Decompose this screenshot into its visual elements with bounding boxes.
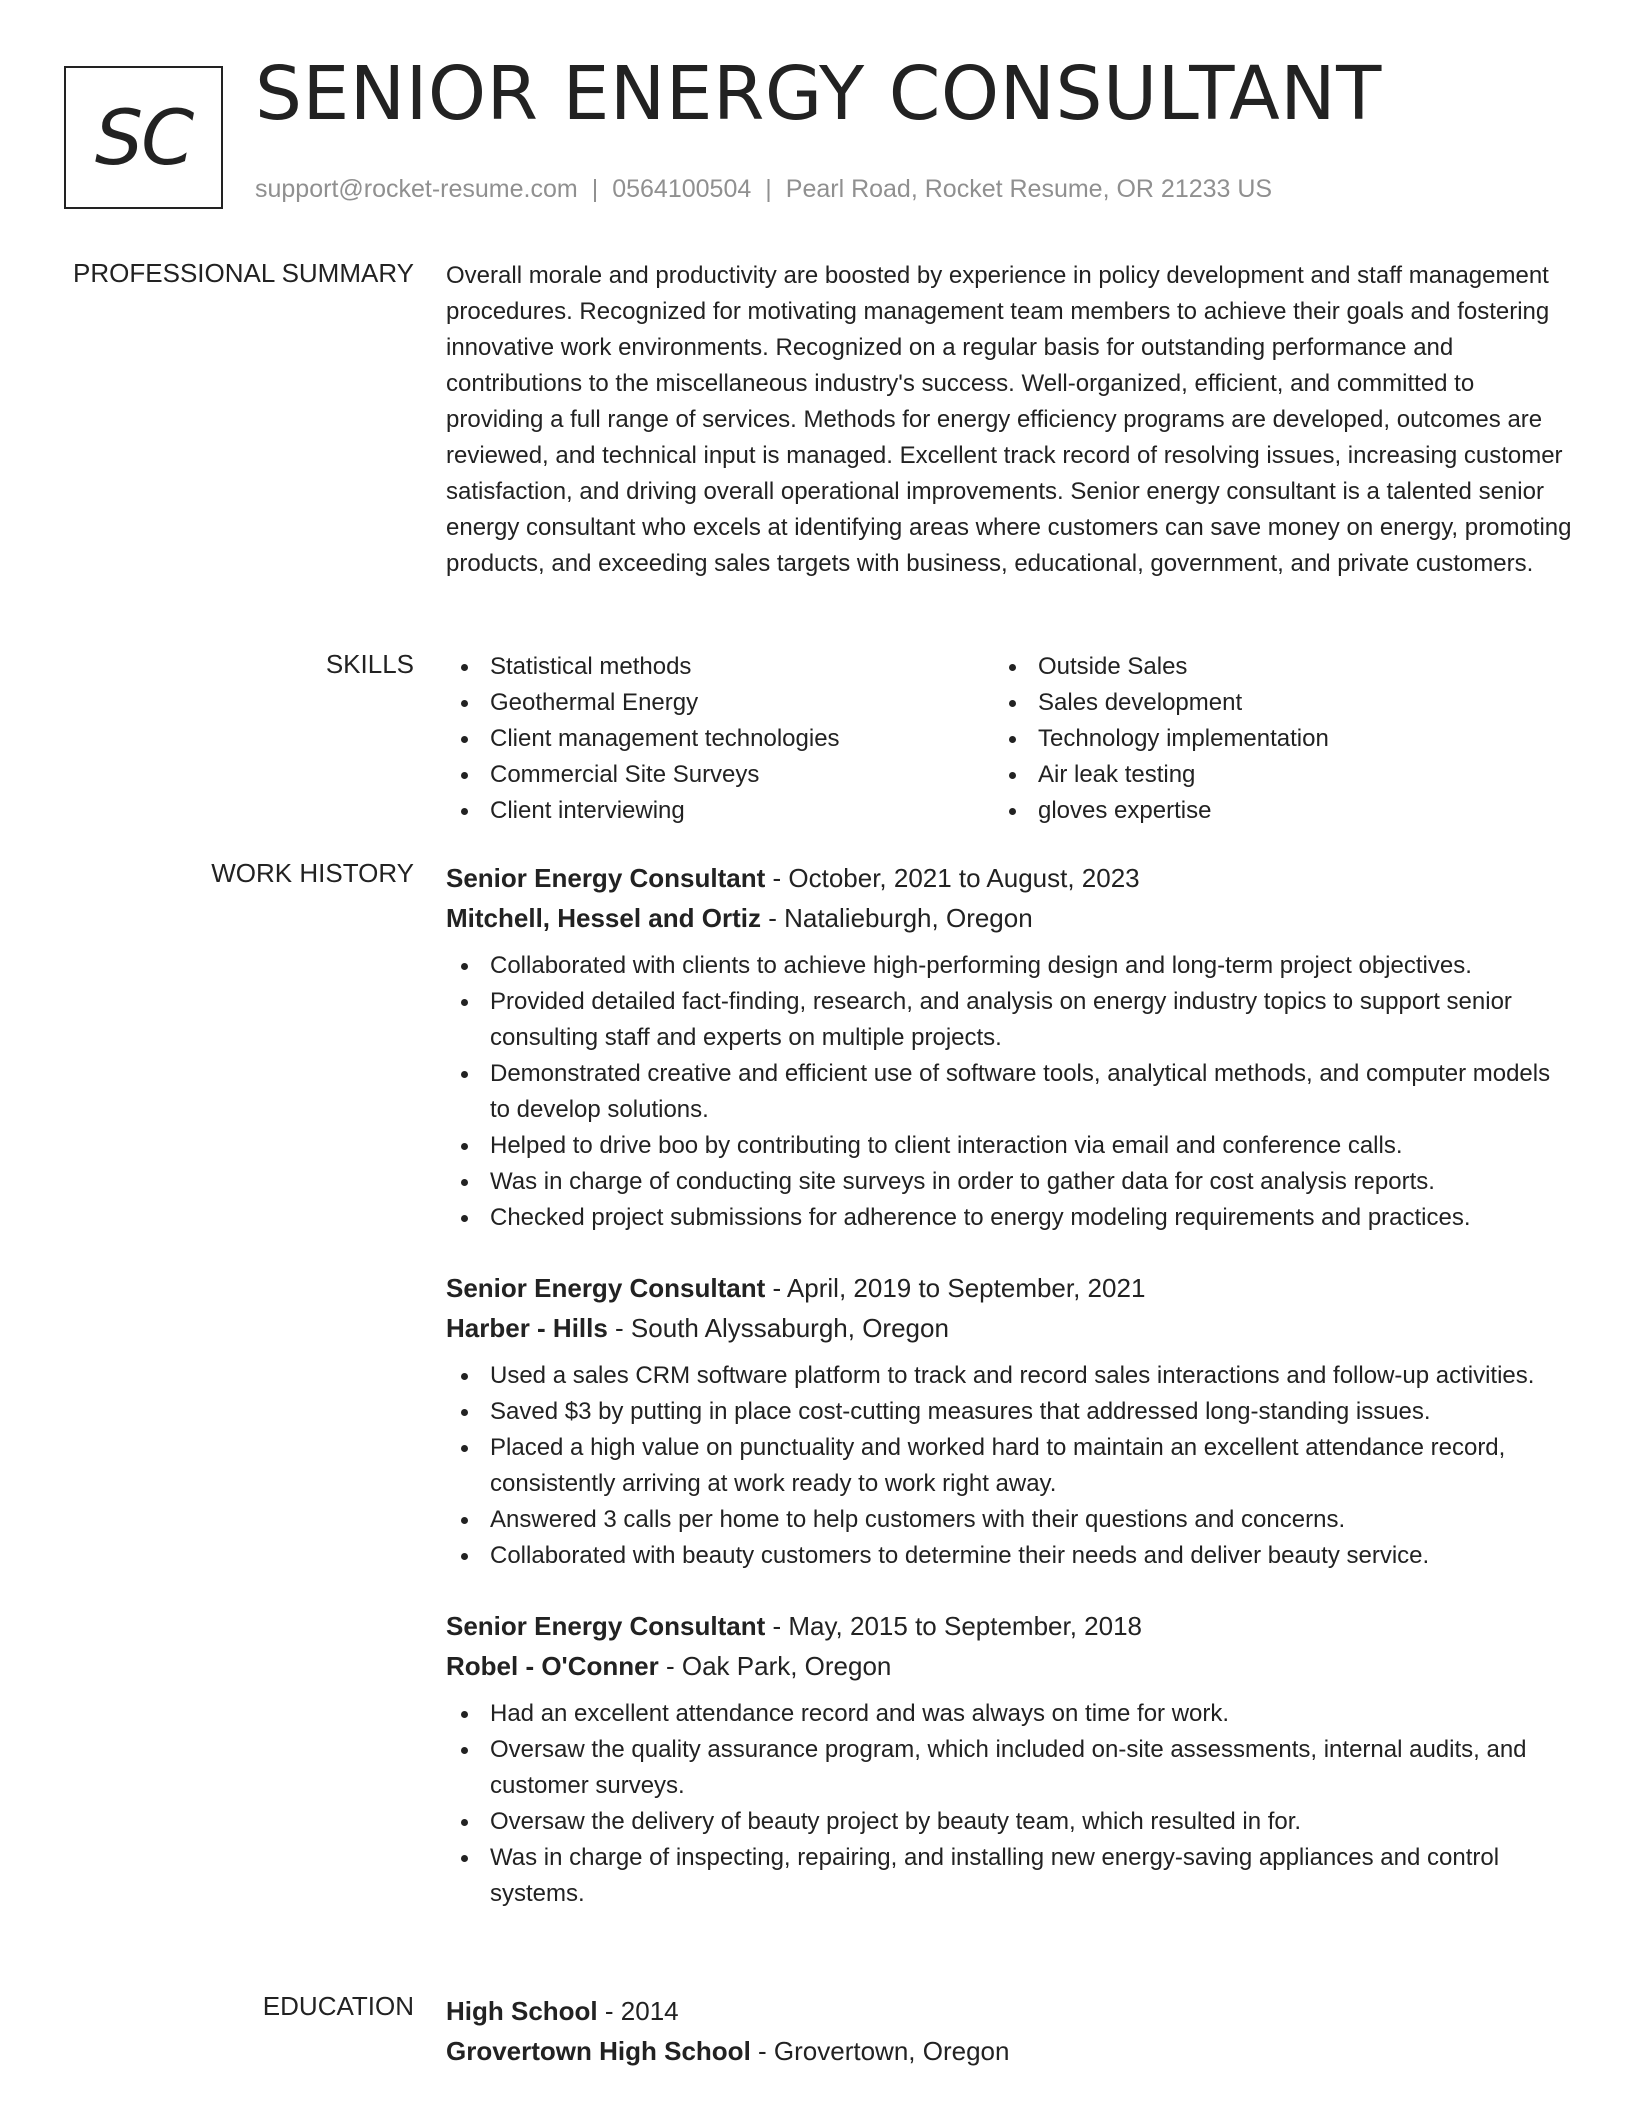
job-company: Mitchell, Hessel and Ortiz <box>446 903 761 933</box>
work-history-body <box>446 858 1576 1944</box>
contact-separator: | <box>765 175 772 203</box>
skill-item: Client management technologies <box>446 721 994 757</box>
job-bullet: Was in charge of inspecting, repairing, and installing new energy-saving appliances and control systems. <box>446 1840 1576 1912</box>
job-title-line <box>446 858 1576 898</box>
job-bullet: Collaborated with beauty customers to determine their needs and deliver beauty service. <box>446 1538 1576 1574</box>
job-bullet: Checked project submissions for adherence to energy modeling requirements and practices. <box>446 1200 1576 1236</box>
job-location: - Natalieburgh, Oregon <box>760 903 1033 933</box>
job-bullet: Was in charge of conducting site surveys in order to gather data for cost analysis reports. <box>446 1164 1576 1200</box>
job-entry <box>446 1606 1576 1912</box>
job-company: Harber - Hills <box>446 1313 608 1343</box>
summary-text: Overall morale and productivity are boosted by experience in policy development and staff management procedures. Recognized for motivating management team members to achieve their goals and fostering innovative work environments. Recognized on a regular basis for outstanding performance and contributions to the miscellaneous industry's success. Well-organized, efficient, and committed to providing a full range of services. Methods for energy efficiency programs are developed, outcomes are reviewed, and technical input is managed. Excellent track record of resolving issues, increasing customer satisfaction, and driving overall operational improvements. Senior energy consultant is a talented senior energy consultant who excels at identifying areas where customers can save money on energy, promoting products, and exceeding sales targets with business, educational, government, and private customers. <box>446 262 1572 577</box>
job-company-line <box>446 1308 1576 1348</box>
skill-item: Client interviewing <box>446 793 994 829</box>
job-title-line <box>446 1606 1576 1646</box>
job-bullet: Answered 3 calls per home to help customers with their questions and concerns. <box>446 1502 1576 1538</box>
contact-address: Pearl Road, Rocket Resume, OR 21233 US <box>785 175 1273 203</box>
education-degree: High School <box>446 1996 598 2026</box>
education-year: - 2014 <box>597 1996 679 2026</box>
job-bullet: Oversaw the delivery of beauty project by beauty team, which resulted in for. <box>446 1804 1576 1840</box>
job-bullet: Oversaw the quality assurance program, which included on-site assessments, internal audits, and customer surveys. <box>446 1732 1576 1804</box>
job-bullets <box>446 948 1576 1236</box>
contact-line <box>255 175 1272 204</box>
monogram-box <box>64 66 223 209</box>
job-bullet: Used a sales CRM software platform to track and record sales interactions and follow-up activities. <box>446 1358 1576 1394</box>
job-dates: - October, 2021 to August, 2023 <box>765 863 1140 893</box>
job-bullet: Placed a high value on punctuality and worked hard to maintain an excellent attendance record, consistently arriving at work ready to work right away. <box>446 1430 1576 1502</box>
contact-phone[interactable]: 0564100504 <box>612 175 752 203</box>
job-title-line <box>446 1268 1576 1308</box>
job-bullet: Saved $3 by putting in place cost-cutting measures that addressed long-standing issues. <box>446 1394 1576 1430</box>
job-title: Senior Energy Consultant <box>446 863 766 893</box>
skill-item: Commercial Site Surveys <box>446 757 994 793</box>
education-school: Grovertown High School <box>446 2036 751 2066</box>
job-title: Senior Energy Consultant <box>446 1611 766 1641</box>
job-company: Robel - O'Conner <box>446 1651 659 1681</box>
work-history-label: WORK HISTORY <box>211 858 414 888</box>
skill-item: Geothermal Energy <box>446 685 994 721</box>
job-bullet: Provided detailed fact-finding, research, and analysis on energy industry topics to support senior consulting staff and experts on multiple projects. <box>446 984 1576 1056</box>
job-bullet: Helped to drive boo by contributing to client interaction via email and conference calls. <box>446 1128 1576 1164</box>
job-location: - South Alyssaburgh, Oregon <box>607 1313 949 1343</box>
skill-item: Technology implementation <box>994 721 1542 757</box>
skill-item: Outside Sales <box>994 649 1542 685</box>
job-company-line <box>446 1646 1576 1686</box>
job-bullet: Demonstrated creative and efficient use of software tools, analytical methods, and computer models to develop solutions. <box>446 1056 1576 1128</box>
skills-list-left <box>446 649 994 829</box>
job-bullet: Had an excellent attendance record and was always on time for work. <box>446 1696 1576 1732</box>
skill-item: gloves expertise <box>994 793 1542 829</box>
skills-list-right <box>994 649 1542 829</box>
resume-title: SENIOR ENERGY CONSULTANT <box>255 51 1382 137</box>
education-school-line <box>446 2031 1576 2071</box>
job-dates: - May, 2015 to September, 2018 <box>765 1611 1143 1641</box>
summary-label: PROFESSIONAL SUMMARY <box>73 258 414 288</box>
job-bullet: Collaborated with clients to achieve high-performing design and long-term project objectives. <box>446 948 1576 984</box>
skill-item: Sales development <box>994 685 1542 721</box>
job-entry <box>446 1268 1576 1574</box>
job-location: - Oak Park, Oregon <box>658 1651 892 1681</box>
education-body <box>446 1991 1576 2071</box>
contact-separator: | <box>591 175 599 203</box>
skills-label: SKILLS <box>325 649 414 679</box>
job-entry <box>446 858 1576 1236</box>
skill-item: Air leak testing <box>994 757 1542 793</box>
education-degree-line <box>446 1991 1576 2031</box>
skill-item: Statistical methods <box>446 649 994 685</box>
job-bullets <box>446 1358 1576 1574</box>
job-dates: - April, 2019 to September, 2021 <box>765 1273 1146 1303</box>
job-company-line <box>446 898 1576 938</box>
education-location: - Grovertown, Oregon <box>750 2036 1010 2066</box>
job-title: Senior Energy Consultant <box>446 1273 766 1303</box>
contact-email[interactable]: support@rocket-resume.com <box>255 175 578 203</box>
education-label: EDUCATION <box>262 1991 414 2021</box>
skills-columns <box>446 649 1576 829</box>
monogram-initials: SC <box>94 93 193 182</box>
job-bullets <box>446 1696 1576 1912</box>
